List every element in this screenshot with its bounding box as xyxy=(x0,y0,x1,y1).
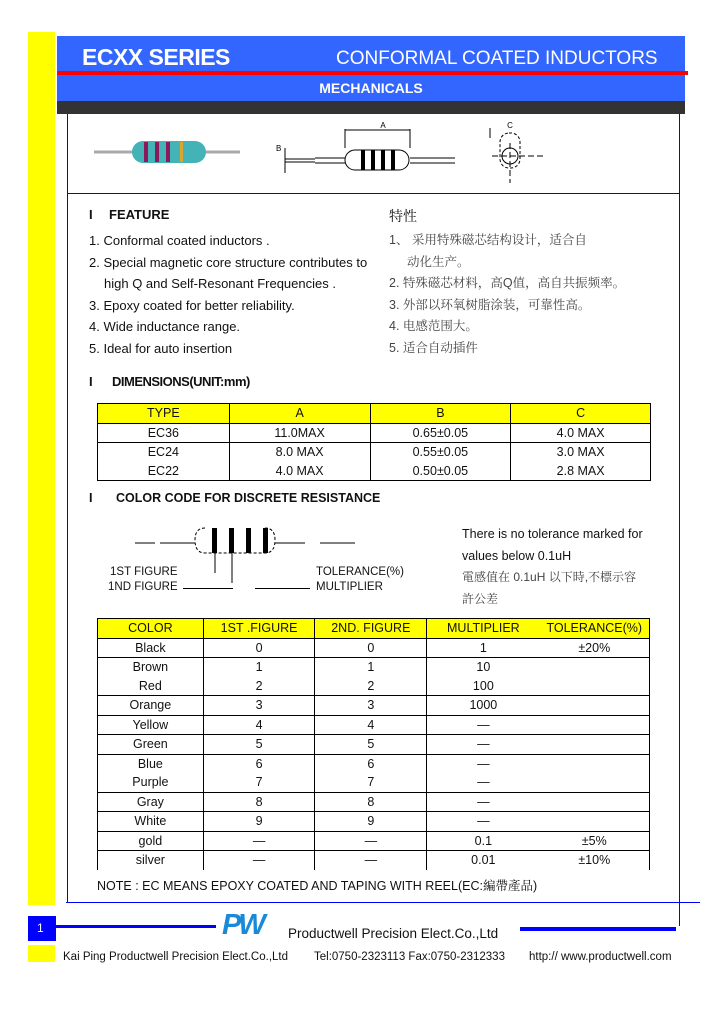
cell: 4.0 MAX xyxy=(229,462,370,481)
company-name: Productwell Precision Elect.Co.,Ltd xyxy=(288,926,499,941)
cell: 3.0 MAX xyxy=(511,443,651,462)
feature-item: 2. Special magnetic core structure contributes to xyxy=(89,254,368,270)
cell: 5 xyxy=(315,735,427,755)
series-title: ECXX SERIES xyxy=(82,44,230,70)
cell: — xyxy=(315,831,427,851)
table-row xyxy=(98,443,651,462)
cell: 7 xyxy=(315,773,427,792)
cell: ±5% xyxy=(540,831,650,851)
cell: — xyxy=(203,851,315,870)
yellow-side-strip xyxy=(28,32,55,905)
label-b: B xyxy=(276,144,282,153)
cell xyxy=(540,812,650,832)
cell: Blue xyxy=(98,754,204,773)
cell: Yellow xyxy=(98,715,204,735)
cell xyxy=(540,677,650,696)
cell: EC24 xyxy=(98,443,230,462)
cell xyxy=(540,696,650,716)
cell: — xyxy=(427,715,540,735)
cell: — xyxy=(427,792,540,812)
cell: 10 xyxy=(427,658,540,677)
column-header: 1ST .FIGURE xyxy=(203,619,315,639)
cell: 2 xyxy=(203,677,315,696)
cell: gold xyxy=(98,831,204,851)
cell: EC36 xyxy=(98,423,230,443)
cell: 0.55±0.05 xyxy=(370,443,511,462)
feature-item: high Q and Self-Resonant Frequencies . xyxy=(104,276,336,292)
column-header: C xyxy=(511,404,651,424)
note-line: values below 0.1uH xyxy=(462,548,572,563)
cell: EC22 xyxy=(98,462,230,481)
feature-list xyxy=(89,230,389,360)
cell: Black xyxy=(98,638,204,658)
cell: White xyxy=(98,812,204,832)
footer-contact: Tel:0750-2323113 Fax:0750-2312333 xyxy=(314,951,505,963)
cell: 1 xyxy=(315,658,427,677)
cell: 4.0 MAX xyxy=(511,423,651,443)
label-c: C xyxy=(507,121,513,130)
cell: 100 xyxy=(427,677,540,696)
note-line: There is no tolerance marked for xyxy=(462,527,643,541)
cell xyxy=(540,715,650,735)
cell: 8 xyxy=(203,792,315,812)
table-row xyxy=(98,658,650,677)
table-row xyxy=(98,677,650,696)
table-row xyxy=(98,462,651,481)
section-title: MECHANICALS xyxy=(319,80,423,96)
cell: 1 xyxy=(427,638,540,658)
table-row xyxy=(98,754,650,773)
cell xyxy=(540,754,650,773)
cell: 11.0MAX xyxy=(229,423,370,443)
cell: 7 xyxy=(203,773,315,792)
cell xyxy=(540,735,650,755)
product-title: CONFORMAL COATED INDUCTORS xyxy=(336,48,658,69)
footer-address: Kai Ping Productwell Precision Elect.Co.,Ltd xyxy=(63,951,288,963)
cell: Green xyxy=(98,735,204,755)
frame-bottom xyxy=(66,902,700,903)
table-row xyxy=(98,773,650,792)
cell: 6 xyxy=(315,754,427,773)
column-header: A xyxy=(229,404,370,424)
frame-left xyxy=(67,114,68,902)
cell: 3 xyxy=(203,696,315,716)
feature-heading: FEATURE xyxy=(109,207,170,222)
cell: — xyxy=(427,773,540,792)
company-logo: PW xyxy=(222,909,263,941)
table-row xyxy=(98,638,650,658)
feature-item: 5. Ideal for auto insertion xyxy=(89,340,233,356)
dimensions-bullet: I xyxy=(89,374,93,389)
column-header: TYPE xyxy=(98,404,230,424)
label-first-figure: 1ST FIGURE xyxy=(110,566,178,578)
dimensions-table xyxy=(97,403,651,481)
cell: Brown xyxy=(98,658,204,677)
cell: 4 xyxy=(315,715,427,735)
cell: — xyxy=(427,812,540,832)
feature-item: 1. Conformal coated inductors . xyxy=(89,233,270,248)
label-multiplier: MULTIPLIER xyxy=(316,581,383,593)
feature-cn-item: 5. 适合自动插件 xyxy=(389,340,478,355)
feature-bullet: I xyxy=(89,207,93,222)
cell: — xyxy=(427,735,540,755)
cell: 6 xyxy=(203,754,315,773)
tolerance-note xyxy=(462,524,643,610)
label-tolerance: TOLERANCE(%) xyxy=(316,566,404,578)
cell: Orange xyxy=(98,696,204,716)
feature-cn-item: 2. 特殊磁芯材料，高Q值，高自共振频率。 xyxy=(389,276,626,291)
cell: Purple xyxy=(98,773,204,792)
dimensions-heading: DIMENSIONS(UNIT:mm) xyxy=(112,374,250,389)
frame-right xyxy=(679,114,680,926)
table-row xyxy=(98,792,650,812)
cell: ±10% xyxy=(578,853,611,868)
footer-url[interactable]: http:// www.productwell.com xyxy=(529,951,672,963)
cell: — xyxy=(315,851,427,870)
feature-cn-item: 动化生产。 xyxy=(407,254,470,269)
cell: — xyxy=(203,831,315,851)
color-code-heading: COLOR CODE FOR DISCRETE RESISTANCE xyxy=(116,491,381,505)
note-line: 許公差 xyxy=(462,591,499,606)
column-header: 2ND. FIGURE xyxy=(315,619,427,639)
table-header-row xyxy=(98,619,650,639)
cell: 9 xyxy=(203,812,315,832)
cell: Red xyxy=(98,677,204,696)
cell: silver xyxy=(98,851,204,870)
feature-cn-list xyxy=(389,230,649,360)
table-header-row xyxy=(98,404,651,424)
feature-cn-item: 4. 电感范围大。 xyxy=(389,319,478,334)
label-a: A xyxy=(380,121,386,130)
cell: 2.8 MAX xyxy=(511,462,651,481)
column-header: TOLERANCE(%) xyxy=(540,619,650,639)
yellow-footer-block xyxy=(28,945,55,962)
cell: 3 xyxy=(315,696,427,716)
cell: 0 xyxy=(315,638,427,658)
table-row xyxy=(98,812,650,832)
mechanical-drawing xyxy=(270,118,560,188)
color-code-bullet: I xyxy=(89,491,93,505)
cell: 1000 xyxy=(427,696,540,716)
table-row xyxy=(98,423,651,443)
feature-cn-item: 1、 采用特殊磁芯结构设计，适合自 xyxy=(389,233,587,247)
table-row xyxy=(98,831,650,851)
color-code-table xyxy=(97,618,650,870)
footer-line-left xyxy=(56,925,216,928)
leader-line xyxy=(255,588,310,589)
cell: 2 xyxy=(315,677,427,696)
label-second-figure: 1ND FIGURE xyxy=(108,581,178,593)
cell: ±20% xyxy=(540,638,650,658)
feature-cn-heading: 特性 xyxy=(389,208,417,224)
column-header: B xyxy=(370,404,511,424)
cell: 0.50±0.05 xyxy=(370,462,511,481)
cell: 0.65±0.05 xyxy=(370,423,511,443)
cell: 0.01 xyxy=(427,851,540,870)
epoxy-note: NOTE : EC MEANS EPOXY COATED AND TAPING WITH REEL(EC:編帶產品) xyxy=(97,879,538,893)
cell xyxy=(540,658,650,677)
note-line: 電感值在 0.1uH 以下時,不標示容 xyxy=(462,570,637,585)
cell: 4 xyxy=(203,715,315,735)
column-header: COLOR xyxy=(98,619,204,639)
frame-divider xyxy=(67,193,679,194)
cell: 0.1 xyxy=(427,831,540,851)
cell: 0 xyxy=(203,638,315,658)
cell xyxy=(540,773,650,792)
cell: 8 xyxy=(315,792,427,812)
page-number: 1 xyxy=(28,916,56,941)
leader-line xyxy=(183,588,233,589)
column-header: MULTIPLIER xyxy=(427,619,540,639)
table-row xyxy=(98,715,650,735)
inductor-photo xyxy=(90,135,250,170)
feature-cn-item: 3. 外部以环氧树脂涂装，可靠性高。 xyxy=(389,297,591,312)
feature-item: 3. Epoxy coated for better reliability. xyxy=(89,297,295,313)
red-divider xyxy=(57,71,688,75)
dark-bar xyxy=(57,101,685,114)
table-row xyxy=(98,735,650,755)
cell: — xyxy=(427,754,540,773)
cell: Gray xyxy=(98,792,204,812)
cell: 9 xyxy=(315,812,427,832)
cell: 5 xyxy=(203,735,315,755)
feature-item: 4. Wide inductance range. xyxy=(89,319,241,335)
table-row xyxy=(98,696,650,716)
cell: 8.0 MAX xyxy=(229,443,370,462)
cell: 1 xyxy=(203,658,315,677)
footer-line-right xyxy=(520,927,676,931)
table-row xyxy=(98,851,650,870)
cell xyxy=(540,792,650,812)
